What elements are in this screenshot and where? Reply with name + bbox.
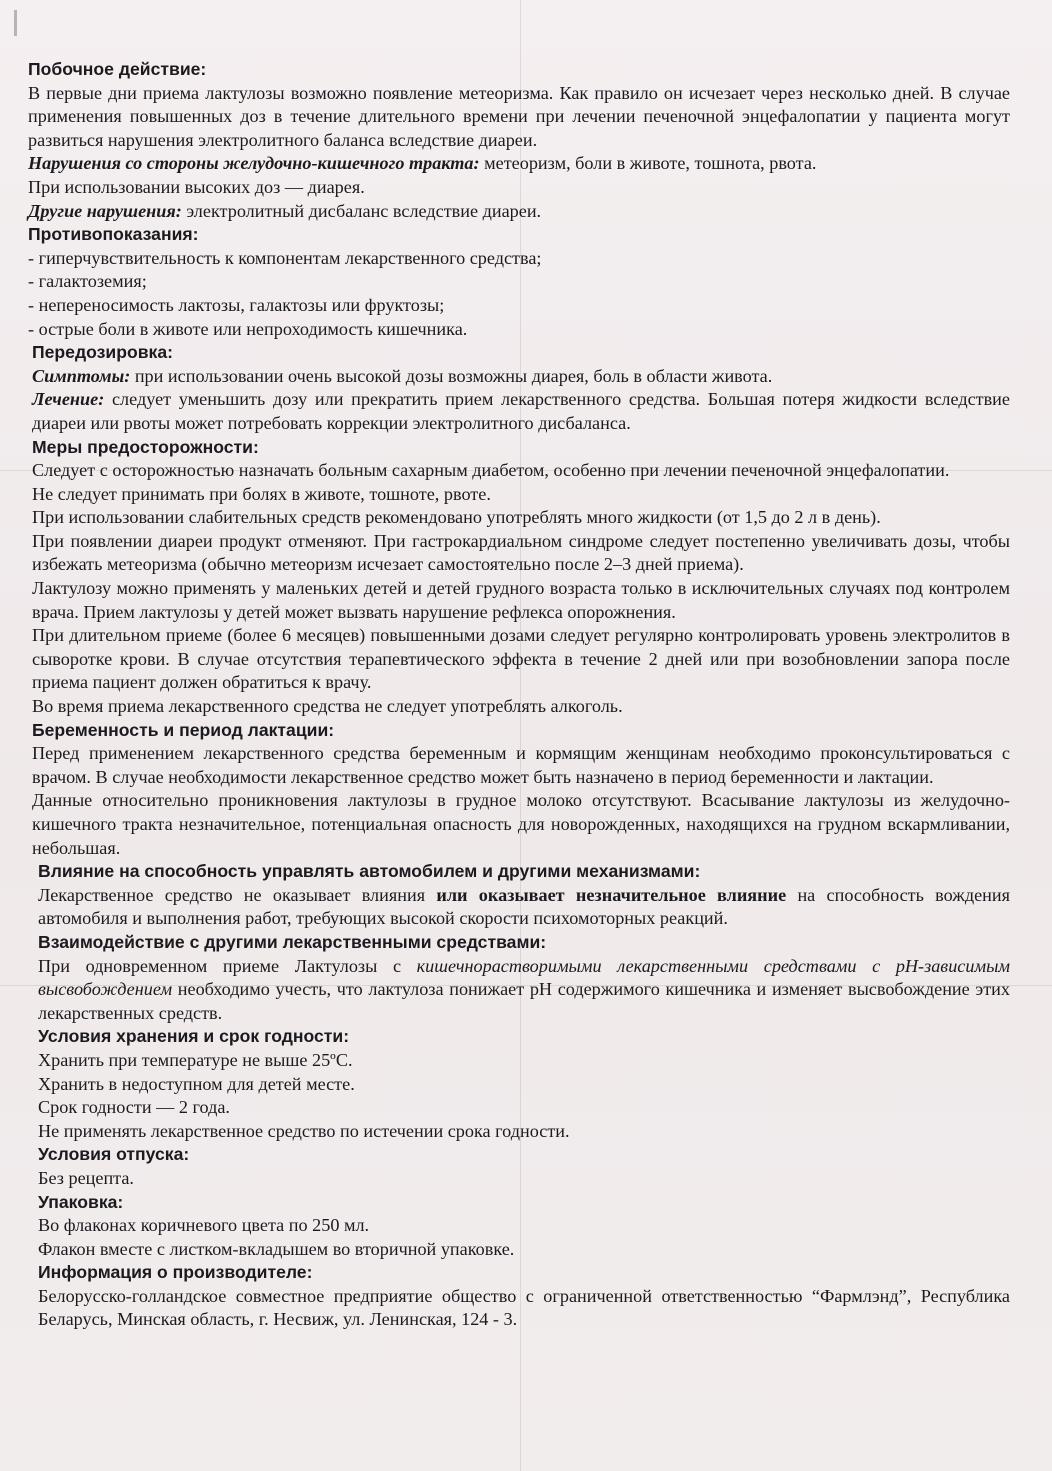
- section-heading: Передозировка:: [32, 342, 173, 363]
- italic-label: Симптомы:: [32, 365, 131, 386]
- section-dispensing: [28, 1143, 1010, 1190]
- section-heading: Влияние на способность управлять автомобилем и другими механизмами:: [38, 861, 701, 882]
- inline-text: Лекарственное средство не оказывает влияния: [38, 884, 437, 905]
- section-heading: Условия хранения и срок годности:: [38, 1026, 350, 1047]
- scan-mark: [14, 10, 17, 36]
- section-heading: Условия отпуска:: [38, 1144, 190, 1165]
- line: Без рецепта.: [38, 1167, 134, 1188]
- section-storage: [28, 1025, 1010, 1143]
- section-heading: Меры предосторожности:: [32, 436, 259, 457]
- paragraph: Перед применением лекарственного средства беременным и кормящим женщинам необходимо проконсультироваться с врачом. В случае необходимости лекарственное средство может быть назначено в период беременности и лактации.: [32, 743, 1010, 787]
- section-contraindications: [28, 223, 1010, 341]
- paragraph: [32, 365, 1010, 389]
- section-packaging: [28, 1191, 1010, 1262]
- paragraph: [32, 388, 1010, 435]
- inline-text: электролитный дисбаланс вследствие диареи.: [181, 200, 542, 221]
- list-item: - гиперчувствительность к компонентам лекарственного средства;: [28, 247, 542, 268]
- leaflet-text: [28, 58, 1010, 1332]
- section-precautions: [28, 436, 1010, 719]
- inline-text: при использовании очень высокой дозы возможны диарея, боль в области живота.: [130, 365, 773, 386]
- paragraph: Лактулозу можно применять у маленьких детей и детей грудного возраста только в исключительных случаях под контролем врача. Прием лактулозы у детей может вызвать нарушение рефлекса опорожнения.: [32, 578, 1010, 622]
- inline-text: следует уменьшить дозу или прекратить прием лекарственного средства. Большая потеря жидкости вследствие диареи или рвоты может потребовать коррекции электролитного дисбаланса.: [32, 389, 1010, 433]
- paragraph: При длительном приеме (более 6 месяцев) повышенными дозами следует регулярно контролировать уровень электролитов в сыворотке крови. В случае отсутствия терапевтического эффекта в течение 2 дней или при возобновлении запора после приема пациент должен обратиться к врачу.: [32, 625, 1010, 693]
- paragraph: Данные относительно проникновения лактулозы в грудное молоко отсутствуют. Всасывание лактулозы из желудочно-кишечного тракта незначительное, потенциальная опасность для новорожденных, находящихся на грудном вскармливании, небольшая.: [32, 790, 1010, 858]
- paragraph: При использовании высоких доз — диарея.: [28, 176, 365, 197]
- section-heading: Информация о производителе:: [38, 1262, 313, 1283]
- paragraph: Во время приема лекарственного средства не следует употреблять алкоголь.: [32, 696, 623, 717]
- line: Не применять лекарственное средство по истечении срока годности.: [38, 1120, 570, 1141]
- paragraph: Не следует принимать при болях в животе, тошноте, рвоте.: [32, 483, 491, 504]
- bold-text: или оказывает незначительное влияние: [436, 884, 787, 905]
- paragraph: [38, 955, 1010, 1026]
- inline-text: метеоризм, боли в животе, тошнота, рвота.: [479, 153, 817, 174]
- section-manufacturer: [28, 1261, 1010, 1332]
- paragraph: Следует с осторожностью назначать больным сахарным диабетом, особенно при лечении печеночной энцефалопатии.: [32, 460, 950, 481]
- italic-label: Лечение:: [32, 389, 105, 410]
- paragraph: В первые дни приема лактулозы возможно появление метеоризма. Как правило он исчезает через несколько дней. В случае применения повышенных доз в течение длительного времени при лечении печеночной энцефалопатии у пациента могут развиться нарушения электролитного баланса вследствие диареи.: [28, 82, 1010, 150]
- paragraph: Белорусско-голландское совместное предприятие общество с ограниченной ответственностью “Фармлэнд”, Республика Беларусь, Минская область, г. Несвиж, ул. Ленинская, 124 - 3.: [38, 1285, 1010, 1330]
- italic-text: кишечнорастворимыми лекарственными средствами с pH-зависимым высвобождением: [38, 955, 1010, 1000]
- line: Хранить при температуре не выше 25ºС.: [38, 1049, 353, 1070]
- line: Срок годности — 2 года.: [38, 1097, 230, 1118]
- line: Хранить в недоступном для детей месте.: [38, 1073, 355, 1094]
- italic-label: Другие нарушения:: [28, 200, 182, 221]
- paragraph: [38, 884, 1010, 931]
- paragraph: [28, 152, 1010, 176]
- list-item: - галактоземия;: [28, 271, 147, 292]
- line: Во флаконах коричневого цвета по 250 мл.: [38, 1215, 370, 1236]
- section-heading: Упаковка:: [38, 1191, 124, 1212]
- line: Флакон вместе с листком-вкладышем во вторичной упаковке.: [38, 1238, 515, 1259]
- section-heading: Беременность и период лактации:: [32, 719, 335, 740]
- section-overdose: [28, 341, 1010, 435]
- section-pregnancy: [28, 719, 1010, 861]
- paragraph: [28, 200, 1010, 224]
- inline-text: на способность вождения автомобиля и выполнения работ, требующих высокой скорости психомоторных реакций.: [38, 884, 1010, 929]
- italic-label: Нарушения со стороны желудочно-кишечного тракта:: [28, 153, 480, 174]
- paragraph: При появлении диареи продукт отменяют. При гастрокардиальном синдроме следует постепенно увеличивать дозы, чтобы избежать метеоризма (обычно метеоризм исчезает самостоятельно после 2–3 дней приема).: [32, 530, 1010, 575]
- section-heading: Противопоказания:: [28, 224, 199, 245]
- section-driving: [28, 860, 1010, 931]
- paragraph: При использовании слабительных средств рекомендовано употреблять много жидкости (от 1,5 до 2 л в день).: [32, 507, 881, 528]
- inline-text: При одновременном приеме Лактулозы с: [38, 955, 417, 976]
- section-side-effects: [28, 58, 1010, 223]
- inline-text: необходимо учесть, что лактулоза понижает pH содержимого кишечника и изменяет высвобождение этих лекарственных средств.: [38, 979, 1010, 1023]
- section-heading: Взаимодействие с другими лекарственными средствами:: [38, 931, 547, 952]
- section-heading: Побочное действие:: [28, 59, 207, 79]
- list-item: - острые боли в животе или непроходимость кишечника.: [28, 318, 468, 339]
- section-interactions: [28, 931, 1010, 1025]
- list-item: - непереносимость лактозы, галактозы или фруктозы;: [28, 294, 445, 315]
